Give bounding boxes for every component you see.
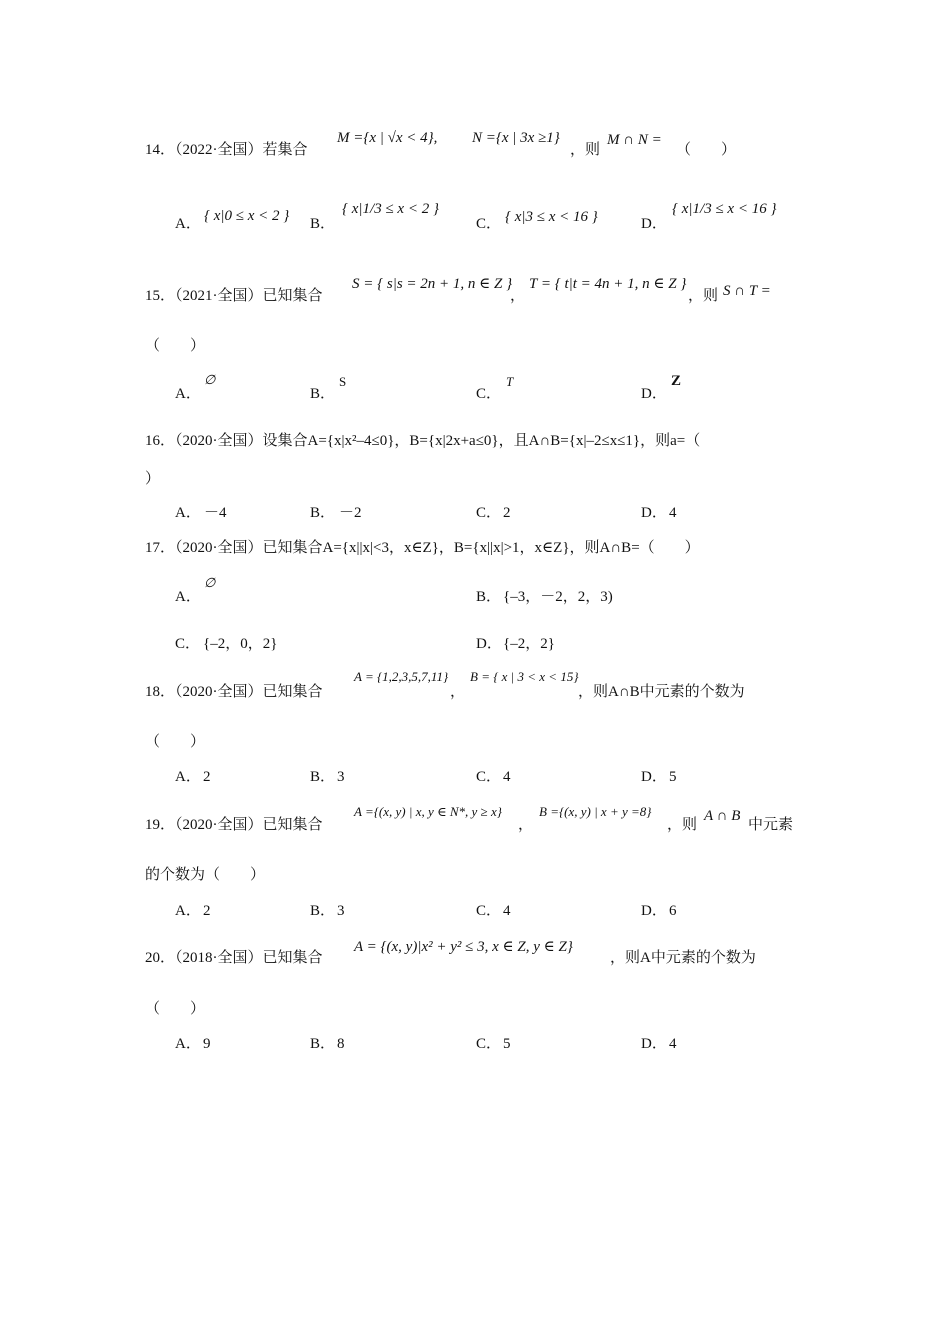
intersection-expr: A ∩ B [704,808,741,824]
stem-tail: 中元素 [748,817,794,833]
option-label: A． [175,769,201,785]
connector-text: ，则A中元素的个数为 [610,950,756,966]
set-t: T = { t|t = 4n + 1, n ∈ Z } [529,276,687,292]
set-a: A ={(x, y) | x, y ∈ N*, y ≥ x} [354,804,502,819]
option-math: { x|0 ≤ x < 2 } [204,208,290,224]
option-label: A． [175,903,201,919]
connector-text: ，则A∩B中元素的个数为 [578,684,745,700]
question-stem: 19．（2020·全国）已知集合 [145,817,323,833]
option-value: {–2，0，2} [203,636,278,652]
option-math: { x|3 ≤ x < 16 } [505,209,598,225]
option-label: B． [476,589,502,605]
question-stem: 16．（2020·全国）设集合A={x|x²–4≤0}，B={x|2x+a≤0}，且A∩B={x|–2≤x≤1}，则a=（ [145,433,701,449]
option-label: C． [175,636,201,652]
connector-text: ，则 [570,142,601,158]
option-label: D． [476,636,502,652]
option-value: 5 [669,769,677,785]
option-label: B． [310,505,336,521]
option-label: D． [641,1036,667,1052]
option-value: 8 [337,1036,345,1052]
connector-text: ，则 [667,817,698,833]
option-label: D． [641,386,667,402]
option-label: D． [641,505,667,521]
option-value: 3 [337,769,345,785]
set-a: A = {1,2,3,5,7,11} [354,669,449,684]
option-label: C． [476,903,502,919]
option-value: 4 [503,769,511,785]
set-b: B ={(x, y) | x + y =8} [539,804,652,819]
option-label: B． [310,903,336,919]
option-label: B． [310,1036,336,1052]
option-label: C． [476,216,502,232]
option-math: S [339,374,347,389]
option-math: T [506,374,514,389]
stem-line-2: 的个数为（ ） [145,867,266,883]
question-stem: 18．（2020·全国）已知集合 [145,684,323,700]
option-value: {–3，－2，2，3) [503,589,613,605]
option-label: D． [641,903,667,919]
option-value: 4 [503,903,511,919]
option-value: 5 [503,1036,511,1052]
intersection-expr: S ∩ T = [723,283,771,299]
set-b: B = { x | 3 < x < 15} [470,669,579,684]
option-label: B． [310,216,336,232]
connector-text: ，则 [688,288,719,304]
option-label: C． [476,1036,502,1052]
option-value: 4 [669,505,677,521]
intersection-expr: M ∩ N = [607,132,662,148]
option-value: 2 [203,903,211,919]
option-value: 4 [669,1036,677,1052]
option-math: Z [671,373,682,389]
option-label: C． [476,769,502,785]
empty-set-icon: ∅ [204,372,216,387]
separator: ， [450,684,466,700]
option-value: 2 [203,769,211,785]
option-label: C． [476,505,502,521]
answer-paren: （ ） [145,734,206,750]
set-a: A = {(x, y)|x² + y² ≤ 3, x ∈ Z, y ∈ Z} [354,939,573,955]
option-value: 9 [203,1036,211,1052]
separator: ， [518,817,534,833]
option-label: A． [175,589,201,605]
empty-set-icon: ∅ [204,575,216,590]
answer-paren: （ ） [676,142,737,158]
option-math: { x|1/3 ≤ x < 16 } [672,201,777,217]
option-label: A． [175,1036,201,1052]
answer-paren: （ ） [145,338,206,354]
option-value: 3 [337,903,345,919]
option-value: 6 [669,903,677,919]
option-label: C． [476,386,502,402]
question-stem: 17．（2020·全国）已知集合A={x||x|<3，x∈Z}，B={x||x|>1，x∈Z}，则A∩B=（ ） [145,540,700,556]
question-stem: 20．（2018·全国）已知集合 [145,950,323,966]
option-label: A． [175,386,201,402]
option-label: A． [175,216,201,232]
option-label: A． [175,505,201,521]
option-value: {–2，2} [503,636,555,652]
set-n: N ={x | 3x ≥1} [472,130,560,146]
option-value: －2 [339,505,362,521]
option-label: D． [641,769,667,785]
option-label: B． [310,769,336,785]
option-math: { x|1/3 ≤ x < 2 } [342,201,439,217]
option-value: －4 [204,505,227,521]
set-s: S = { s|s = 2n + 1, n ∈ Z } [352,276,513,292]
option-label: D． [641,216,667,232]
option-label: B． [310,386,336,402]
separator: ， [510,288,526,304]
answer-paren: （ ） [145,1001,206,1017]
set-m: M ={x | √x < 4}, [337,130,438,146]
question-stem: 15．（2021·全国）已知集合 [145,288,323,304]
question-stem: 14．（2022·全国）若集合 [145,142,308,158]
option-value: 2 [503,505,511,521]
answer-paren-close: ） [145,471,161,487]
